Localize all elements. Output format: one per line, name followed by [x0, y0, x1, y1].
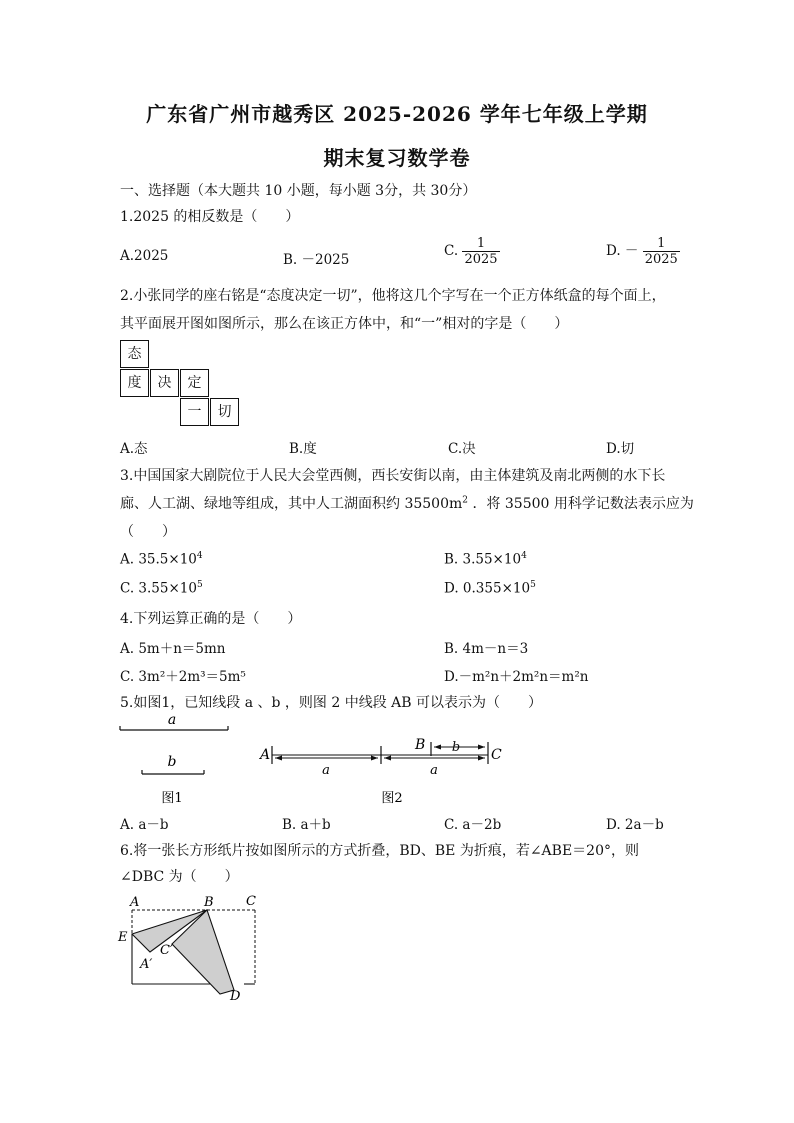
- fig2-arrowhead-b-right: [478, 745, 485, 750]
- net-cell-qie: 切: [210, 398, 239, 426]
- q5-option-c: C. a－2b: [444, 817, 502, 833]
- net-cell-yi: 一: [180, 398, 209, 426]
- q3-option-d-exp: 5: [530, 580, 536, 590]
- q1-stem: 1.2025 的相反数是（ ）: [120, 209, 300, 225]
- q6-stem-line2: ∠DBC 为（ ）: [120, 869, 239, 885]
- q2-option-c: C.决: [448, 441, 476, 457]
- q3-stem-line3: （ ）: [120, 524, 176, 540]
- fig2-arrowhead-a2-right: [478, 756, 485, 761]
- q1-option-c-numerator: 1: [476, 236, 486, 251]
- fig2-label-a2: a: [430, 763, 438, 778]
- q3-stem-line2-text-a: 廊、人工湖、绿地等组成，其中人工湖面积约: [120, 496, 400, 512]
- fig2-arrowhead-a2-left: [384, 756, 391, 761]
- q6-folding-figure: [112, 890, 282, 1008]
- q3-option-c-exp: 5: [196, 580, 203, 590]
- q2-stem-line1: 2.小张同学的座右铭是“态度决定一切”，他将这几个字写在一个正方体纸盒的每个面上，: [120, 288, 666, 304]
- q4-option-c: C. 3m²＋2m³＝5m⁵: [120, 669, 246, 685]
- q4-option-b: B. 4m－n＝3: [444, 641, 529, 657]
- q1-option-d-fraction: [643, 236, 680, 267]
- q2-option-b: B.度: [289, 441, 317, 457]
- q3-stem-line1: 3.中国国家大剧院位于人民大会堂西侧，西长安街以南，由主体建筑及南北两侧的水下长: [120, 468, 666, 484]
- q2-option-d: D.切: [606, 441, 635, 457]
- label-C-prime: C′: [160, 943, 173, 958]
- q1-option-a: A.2025: [120, 248, 169, 264]
- q2-option-a: A.态: [120, 441, 148, 457]
- q3-option-a-base: A. 35.5×10: [120, 551, 197, 568]
- fig2-arrowhead-b-left: [434, 745, 441, 750]
- q3-area-value: 35500m: [404, 496, 463, 512]
- net-cell-jue: 决: [150, 369, 179, 397]
- q3-option-a-exp: 4: [196, 551, 203, 561]
- q5-figures: [110, 708, 530, 808]
- q1-option-c: [444, 236, 500, 267]
- fig2-label-C: C: [491, 747, 502, 763]
- fig2-segments: [258, 737, 502, 806]
- q6-stem-line1: 6.将一张长方形纸片按如图所示的方式折叠，BD、BE 为折痕，若∠ABE＝20°，则: [120, 843, 639, 859]
- label-B: B: [204, 895, 214, 910]
- net-cell-du: 度: [120, 369, 149, 397]
- fig2-label-B: B: [415, 737, 426, 753]
- net-cell-tai: 态: [120, 340, 149, 368]
- net-cell-ding: 定: [180, 369, 209, 397]
- q5-option-a: A. a－b: [120, 817, 169, 833]
- q3-option-c-base: C. 3.55×10: [120, 580, 197, 597]
- q3-option-d-base: D. 0.355×10: [444, 580, 531, 597]
- fig2-label-b: b: [451, 740, 461, 755]
- label-E: E: [118, 930, 128, 945]
- q1-option-d-denominator: 2025: [644, 252, 678, 267]
- fig1-label-a: a: [167, 712, 177, 728]
- q4-option-d: D.－m²n＋2m²n＝m²n: [444, 669, 589, 685]
- fig1-label-b: b: [167, 754, 177, 770]
- fig2-arrowhead-a1-left: [275, 756, 282, 761]
- q3-option-c: [120, 580, 203, 597]
- label-D: D: [230, 989, 241, 1004]
- q3-stem-line2: [120, 493, 694, 513]
- q4-stem: 4.下列运算正确的是（ ）: [120, 611, 302, 627]
- label-A-prime: A′: [140, 957, 153, 972]
- q1-option-c-prefix: C.: [444, 243, 459, 259]
- label-C: C: [246, 894, 256, 909]
- q5-option-d: D. 2a－b: [606, 817, 664, 833]
- q1-option-d: [606, 236, 680, 267]
- q2-stem-line2: 其平面展开图如图所示，那么在该正方体中，和“一”相对的字是（ ）: [120, 316, 569, 332]
- label-A: A: [130, 895, 140, 910]
- q1-option-d-prefix: D. －: [606, 243, 639, 259]
- q4-option-a: A. 5m＋n＝5mn: [120, 641, 226, 657]
- q3-option-b-base: B. 3.55×10: [444, 551, 522, 568]
- q5-option-b: B. a＋b: [282, 817, 331, 833]
- q1-option-c-denominator: 2025: [464, 252, 498, 267]
- fig2-caption: 图2: [381, 791, 403, 806]
- q1-option-b: B. －2025: [283, 252, 350, 268]
- q3-area-exponent: 2: [462, 495, 468, 506]
- fig2-label-A: A: [260, 747, 271, 763]
- q1-option-d-numerator: 1: [657, 236, 666, 251]
- exam-title-line2: 期末复习数学卷: [323, 146, 471, 170]
- q1-option-c-fraction: [462, 236, 499, 267]
- q5-stem: 5.如图1，已知线段 a 、b ，则图 2 中线段 AB 可以表示为（ ）: [120, 695, 543, 711]
- q3-option-b: [444, 551, 527, 568]
- exam-title-line1: 广东省广州市越秀区 2025-2026 学年七年级上学期: [146, 102, 648, 126]
- fig2-label-a1: a: [322, 763, 330, 778]
- fig1-segments: [120, 712, 228, 806]
- q3-stem-line2-text-b: ．将 35500 用科学记数法表示应为: [472, 496, 694, 512]
- q3-option-b-exp: 4: [521, 551, 527, 561]
- q3-option-d: [444, 580, 536, 597]
- fig1-caption: 图1: [161, 791, 183, 806]
- section-heading: 一、选择题（本大题共 10 小题，每小题 3分，共 30分）: [120, 183, 477, 199]
- fig2-arrowhead-a1-right: [371, 756, 378, 761]
- q3-option-a: [120, 551, 203, 568]
